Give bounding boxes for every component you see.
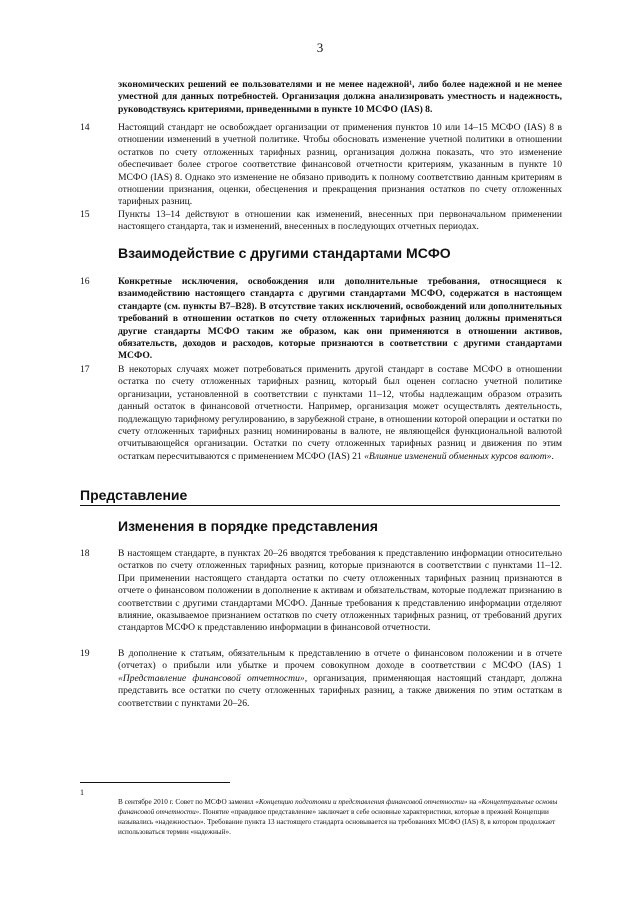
ias21-reference: «Влияние изменений обменных курсов валют» (364, 450, 552, 462)
paragraph-15-text: Пункты 13–14 действуют в отношении как изменений, внесенных при первоначальном применении настоящего стандарта, так и изменений, внесенных в последующих отчетных периодах. (118, 209, 562, 233)
footnote-ref-concept: «Концепцию подготовки и представления финансовой отчетности» (255, 798, 468, 806)
footnote-divider (80, 782, 230, 783)
paragraph-18-text: В настоящем стандарте, в пунктах 20–26 вводятся требования к представлению информации относительно остатков по счету отложенных тарифных разниц, которые признаются в соответствии с пунктами 11–12. При применении настоящего стандарта остатки по счету отложенных тарифных разниц признаются в отчете о финансовом положении в дополнение к активам и обязательствам, которые подлежат признанию в соответствии с другими стандартами МСФО. Данные требования к представлению информации отделяют влияние, оказываемое признанием остатков по счету отложенных тарифных разниц, от требований других стандартов МСФО к представлению информации в финансовой отчетности. (118, 548, 562, 634)
paragraph-17-tail: . (551, 450, 554, 462)
footnote-text (118, 797, 562, 837)
paragraph-13-continuation: экономических решений ее пользователями и не менее надежной¹, либо более надежной и не менее уместной для данных потребностей. Организация должна анализировать уместность и надежность, руководствуясь критериями, приведенными в пункте 10 МСФО (IAS) 8. (118, 79, 562, 115)
paragraph-17-number: 17 (80, 364, 90, 375)
paragraph-14-number: 14 (80, 122, 90, 133)
paragraph-19-tail: , организация, применяющая настоящий стандарт, должна представить все остатки по счету отложенных тарифных разниц, а также движения по этим остаткам в соответствии с пунктами 20–26. (118, 672, 562, 709)
footnote-text-c: . Понятие «правдивое представление» заключает в себе основные характеристики, которые в прежней Концепции назывались «надежностью». Требование пункта 13 настоящего стандарта основывается на требованиях МСФО (IAS) 8, в котором продолжает использоваться термин «надежный». (118, 808, 556, 836)
paragraph-17-body: В некоторых случаях может потребоваться применить другой стандарт в составе МСФО в отношении остатка по счету отложенных тарифных разниц, который был оценен согласно учетной политике организации, установленной в соответствии с пунктами 11–12, чтобы надлежащим образом отразить данный остаток в финансовой отчетности. Например, организация может осуществлять деятельность, подлежащую тарифному регулированию, в зарубежной стране, в отношении которой операции и остатки по счету отложенных тарифных разниц номинированы в валюте, не являющейся функциональной валютой отчитывающейся организации. Остатки по счету отложенных тарифных разниц и движения по этим остаткам пересчитываются с применением МСФО (IAS) 21 (118, 364, 562, 462)
paragraph-16-number: 16 (80, 276, 90, 287)
footnote-ref-framework: «Концептуальные основы финансовой отчетности» (118, 798, 558, 816)
footnote-number: 1 (80, 788, 84, 797)
paragraph-19-body: В дополнение к статьям, обязательным к представлению в отчете о финансовом положении и в отчете (отчетах) о прибыли или убытке и прочем совокупном доходе в соответствии с МСФО (IAS) 1 (118, 648, 562, 672)
footnote-text-b: на (467, 798, 479, 806)
main-heading-presentation: Представление (80, 487, 560, 506)
footnote-text-a: В сентябре 2010 г. Совет по МСФО заменил (118, 798, 256, 806)
paragraph-19-text (118, 648, 562, 710)
section-heading-changes: Изменения в порядке представления (118, 518, 378, 534)
paragraph-17-text (118, 364, 562, 463)
paragraph-14-text: Настоящий стандарт не освобождает организации от применения пунктов 10 или 14–15 МСФО (IAS) 8 в отношении изменений в учетной политике. Чтобы обосновать изменение учетной политики в отношении остатков по счету отложенных тарифных разниц, организация должна показать, что это изменение обеспечивает более строгое соответствие финансовой отчетности критериям, указанным в пункте 10 МСФО (IAS) 8. Однако это изменение не обязано приводить к полному соответствию данным критериям в отношении признания, оценки, обесценения и прекращения признания остатков по счету отложенных тарифных разниц. (118, 122, 562, 208)
section-heading-interaction: Взаимодействие с другими стандартами МСФО (118, 245, 451, 261)
paragraph-18-number: 18 (80, 548, 90, 559)
paragraph-19-number: 19 (80, 648, 90, 659)
page-number: 3 (316, 40, 324, 55)
paragraph-15-number: 15 (80, 209, 90, 220)
paragraph-16-text: Конкретные исключения, освобождения или дополнительные требования, относящиеся к взаимодействию настоящего стандарта с другими стандартами МСФО, содержатся в настоящем стандарте (см. пункты B7–B28). В отсутствие таких исключений, освобождений или дополнительных требований в отношении остатков по счету отложенных тарифных разниц должны применяться другие стандарты МСФО таким же образом, как они применяются в отношении активов, обязательств, доходов и расходов, которые признаются в соответствии с другими стандартами МСФО. (118, 276, 562, 362)
ias1-reference: «Представление финансовой отчетности» (118, 672, 305, 684)
